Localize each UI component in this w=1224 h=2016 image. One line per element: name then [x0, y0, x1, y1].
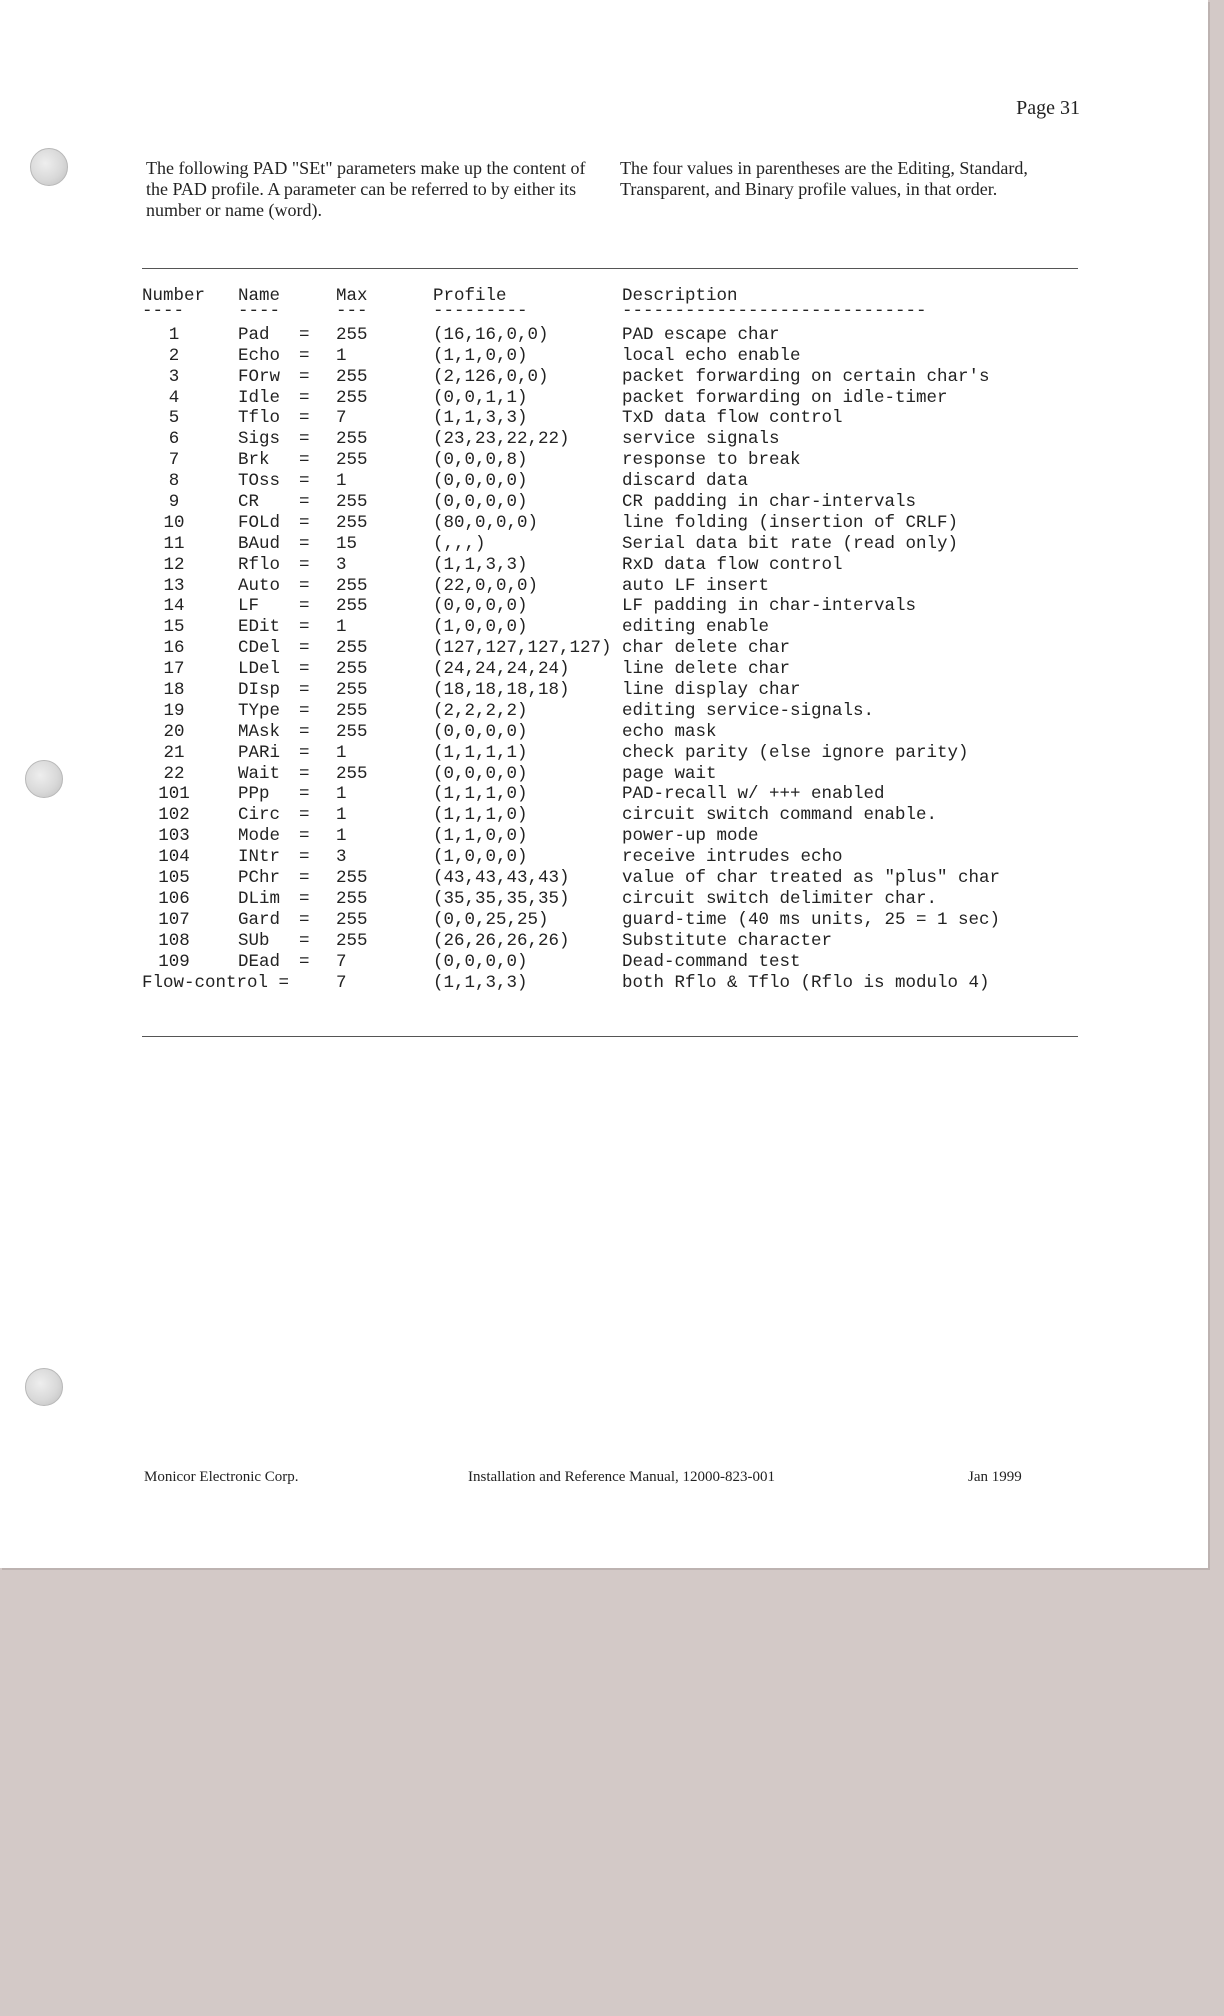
- param-number: 7: [168, 450, 180, 471]
- param-description: local echo enable: [622, 345, 801, 366]
- param-name: Rflo: [238, 554, 281, 575]
- equals-sign: =: [299, 659, 310, 680]
- param-description: char delete char: [622, 638, 791, 659]
- table-row: [142, 408, 1082, 429]
- param-max: 255: [336, 324, 368, 345]
- table-row: [142, 534, 1082, 555]
- table-body: [142, 325, 1082, 973]
- param-description: discard data: [622, 471, 749, 492]
- param-profile: (1,1,1,1): [433, 742, 528, 763]
- header-name: Name: [238, 286, 281, 306]
- equals-sign: =: [299, 930, 310, 951]
- param-name: Circ: [238, 805, 281, 826]
- table-header-underline: [142, 300, 1082, 325]
- dash-profile: ---------: [433, 300, 528, 321]
- dash-name: ----: [238, 300, 281, 321]
- param-name: CR: [238, 492, 260, 513]
- equals-sign: =: [299, 408, 310, 429]
- param-name: EDit: [238, 617, 281, 638]
- table-row: [142, 617, 1082, 638]
- param-max: 1: [336, 345, 347, 366]
- dash-max: ---: [336, 300, 368, 321]
- param-description: packet forwarding on certain char's: [622, 366, 990, 387]
- table-row: [142, 638, 1082, 659]
- param-profile: (1,0,0,0): [433, 847, 528, 868]
- equals-sign: =: [299, 951, 310, 972]
- table-row: [142, 847, 1082, 868]
- param-number: 12: [163, 554, 185, 575]
- param-max: 255: [336, 763, 368, 784]
- param-max: 255: [336, 909, 368, 930]
- table-row: [142, 576, 1082, 597]
- param-name: Mode: [238, 826, 281, 847]
- param-number: 3: [168, 366, 180, 387]
- equals-sign: =: [299, 805, 310, 826]
- param-max: 255: [336, 387, 368, 408]
- param-number: 1: [168, 324, 180, 345]
- param-name: LDel: [238, 659, 281, 680]
- param-profile: (80,0,0,0): [433, 512, 539, 533]
- param-number: 20: [163, 721, 185, 742]
- table-row: [142, 764, 1082, 785]
- table-row: [142, 346, 1082, 367]
- param-profile: (0,0,0,8): [433, 450, 528, 471]
- param-profile: (2,2,2,2): [433, 700, 528, 721]
- param-profile: (0,0,0,0): [433, 763, 528, 784]
- param-description: LF padding in char-intervals: [622, 596, 917, 617]
- equals-sign: =: [299, 450, 310, 471]
- param-profile: (35,35,35,35): [433, 888, 570, 909]
- equals-sign: =: [299, 784, 310, 805]
- param-profile: (1,1,3,3): [433, 554, 528, 575]
- param-number: 11: [163, 533, 185, 554]
- param-number: 106: [158, 888, 190, 909]
- param-number: 19: [163, 700, 185, 721]
- param-number: 108: [158, 930, 190, 951]
- param-number: 18: [163, 680, 185, 701]
- param-number: 107: [158, 909, 190, 930]
- param-max: 7: [336, 408, 347, 429]
- param-max: 1: [336, 826, 347, 847]
- param-name: DEad: [238, 951, 281, 972]
- param-max: 255: [336, 512, 368, 533]
- equals-sign: =: [299, 700, 310, 721]
- param-name: FOrw: [238, 366, 281, 387]
- param-max: 255: [336, 659, 368, 680]
- param-name: Auto: [238, 575, 281, 596]
- table-row: [142, 659, 1082, 680]
- param-max: 1: [336, 742, 347, 763]
- param-name: PARi: [238, 742, 281, 763]
- dash-number: ----: [142, 300, 185, 321]
- param-max: 255: [336, 680, 368, 701]
- table-row: [142, 429, 1082, 450]
- param-max: 1: [336, 471, 347, 492]
- equals-sign: =: [299, 471, 310, 492]
- param-name: Tflo: [238, 408, 281, 429]
- equals-sign: =: [299, 575, 310, 596]
- param-profile: (0,0,25,25): [433, 909, 549, 930]
- param-max: 255: [336, 888, 368, 909]
- table-header-row: [142, 286, 1082, 307]
- param-max: 3: [336, 847, 347, 868]
- param-name: PChr: [238, 868, 281, 889]
- dash-description: -----------------------------: [622, 300, 927, 321]
- param-profile: (0,0,0,0): [433, 951, 528, 972]
- param-profile: (18,18,18,18): [433, 680, 570, 701]
- param-profile: (1,1,1,0): [433, 784, 528, 805]
- table-row: [142, 868, 1082, 889]
- param-number: 13: [163, 575, 185, 596]
- param-max: 255: [336, 450, 368, 471]
- param-description: response to break: [622, 450, 801, 471]
- param-description: PAD escape char: [622, 324, 780, 345]
- param-profile: (1,1,3,3): [433, 408, 528, 429]
- param-max: 15: [336, 533, 358, 554]
- flow-control-label: Flow-control =: [142, 972, 290, 993]
- equals-sign: =: [299, 429, 310, 450]
- param-name: Brk: [238, 450, 270, 471]
- table-row: [142, 680, 1082, 701]
- param-number: 103: [158, 826, 190, 847]
- param-number: 5: [168, 408, 180, 429]
- table-row: [142, 722, 1082, 743]
- param-number: 15: [163, 617, 185, 638]
- table-row: [142, 471, 1082, 492]
- flow-control-row: [142, 973, 1082, 994]
- param-description: echo mask: [622, 721, 717, 742]
- param-description: RxD data flow control: [622, 554, 843, 575]
- equals-sign: =: [299, 742, 310, 763]
- param-number: 6: [168, 429, 180, 450]
- equals-sign: =: [299, 533, 310, 554]
- param-description: Serial data bit rate (read only): [622, 533, 959, 554]
- equals-sign: =: [299, 888, 310, 909]
- param-number: 2: [168, 345, 180, 366]
- param-name: INtr: [238, 847, 281, 868]
- binder-hole-icon: [25, 1368, 63, 1406]
- param-description: editing service-signals.: [622, 700, 875, 721]
- param-profile: (0,0,0,0): [433, 721, 528, 742]
- param-max: 255: [336, 575, 368, 596]
- param-description: PAD-recall w/ +++ enabled: [622, 784, 885, 805]
- param-number: 16: [163, 638, 185, 659]
- param-profile: (0,0,1,1): [433, 387, 528, 408]
- equals-sign: =: [299, 826, 310, 847]
- param-profile: (127,127,127,127): [433, 638, 612, 659]
- param-description: Substitute character: [622, 930, 833, 951]
- param-max: 1: [336, 784, 347, 805]
- param-description: circuit switch delimiter char.: [622, 888, 938, 909]
- param-number: 8: [168, 471, 180, 492]
- header-number: Number: [142, 286, 206, 306]
- param-profile: (,,,): [433, 533, 486, 554]
- param-max: 3: [336, 554, 347, 575]
- table-row: [142, 701, 1082, 722]
- param-profile: (0,0,0,0): [433, 492, 528, 513]
- param-name: Echo: [238, 345, 281, 366]
- equals-sign: =: [299, 638, 310, 659]
- param-name: BAud: [238, 533, 281, 554]
- flow-control-profile: (1,1,3,3): [433, 972, 528, 993]
- equals-sign: =: [299, 345, 310, 366]
- param-number: 17: [163, 659, 185, 680]
- param-max: 255: [336, 596, 368, 617]
- param-max: 1: [336, 617, 347, 638]
- param-profile: (24,24,24,24): [433, 659, 570, 680]
- param-name: Sigs: [238, 429, 281, 450]
- param-number: 102: [158, 805, 190, 826]
- param-description: line display char: [622, 680, 801, 701]
- header-profile: Profile: [433, 286, 507, 306]
- param-number: 105: [158, 868, 190, 889]
- param-description: editing enable: [622, 617, 770, 638]
- table-row: [142, 910, 1082, 931]
- footer-manual-title: Installation and Reference Manual, 12000-823-001: [468, 1469, 775, 1485]
- param-profile: (1,1,1,0): [433, 805, 528, 826]
- param-number: 14: [163, 596, 185, 617]
- equals-sign: =: [299, 366, 310, 387]
- param-max: 255: [336, 700, 368, 721]
- param-number: 22: [163, 763, 185, 784]
- param-max: 7: [336, 951, 347, 972]
- param-max: 255: [336, 638, 368, 659]
- table-row: [142, 826, 1082, 847]
- param-profile: (2,126,0,0): [433, 366, 549, 387]
- footer-company: Monicor Electronic Corp.: [144, 1469, 299, 1485]
- intro-paragraph-left: The following PAD "SEt" parameters make up the content of the PAD profile. A parameter can be referred to by either its number or name (word).: [146, 158, 586, 220]
- param-description: page wait: [622, 763, 717, 784]
- footer-date: Jan 1999: [968, 1469, 1022, 1485]
- param-max: 255: [336, 868, 368, 889]
- param-number: 9: [168, 492, 180, 513]
- table-row: [142, 513, 1082, 534]
- param-description: TxD data flow control: [622, 408, 843, 429]
- param-number: 101: [158, 784, 190, 805]
- equals-sign: =: [299, 868, 310, 889]
- bottom-divider: [142, 1036, 1078, 1037]
- param-profile: (0,0,0,0): [433, 596, 528, 617]
- param-name: CDel: [238, 638, 281, 659]
- intro-paragraph-right: The four values in parentheses are the Editing, Standard, Transparent, and Binary profile values, in that order.: [620, 158, 1028, 199]
- param-description: circuit switch command enable.: [622, 805, 938, 826]
- table-row: [142, 743, 1082, 764]
- equals-sign: =: [299, 680, 310, 701]
- binder-hole-icon: [30, 148, 68, 186]
- table-row: [142, 325, 1082, 346]
- param-name: TYpe: [238, 700, 281, 721]
- param-number: 21: [163, 742, 185, 763]
- param-max: 255: [336, 366, 368, 387]
- table-row: [142, 952, 1082, 973]
- equals-sign: =: [299, 596, 310, 617]
- equals-sign: =: [299, 847, 310, 868]
- param-profile: (1,0,0,0): [433, 617, 528, 638]
- param-max: 1: [336, 805, 347, 826]
- param-number: 104: [158, 847, 190, 868]
- header-description: Description: [622, 286, 738, 306]
- equals-sign: =: [299, 909, 310, 930]
- equals-sign: =: [299, 324, 310, 345]
- param-description: Dead-command test: [622, 951, 801, 972]
- table-row: [142, 492, 1082, 513]
- param-name: DIsp: [238, 680, 281, 701]
- equals-sign: =: [299, 721, 310, 742]
- param-max: 255: [336, 721, 368, 742]
- param-profile: (1,1,0,0): [433, 345, 528, 366]
- table-row: [142, 555, 1082, 576]
- table-row: [142, 889, 1082, 910]
- equals-sign: =: [299, 763, 310, 784]
- param-name: FOLd: [238, 512, 281, 533]
- top-divider: [142, 268, 1078, 269]
- param-name: Pad: [238, 324, 270, 345]
- param-name: MAsk: [238, 721, 281, 742]
- table-row: [142, 931, 1082, 952]
- binder-hole-icon: [25, 760, 63, 798]
- param-description: service signals: [622, 429, 780, 450]
- param-description: check parity (else ignore parity): [622, 742, 969, 763]
- param-profile: (22,0,0,0): [433, 575, 539, 596]
- table-row: [142, 805, 1082, 826]
- equals-sign: =: [299, 512, 310, 533]
- param-max: 255: [336, 429, 368, 450]
- param-description: auto LF insert: [622, 575, 770, 596]
- table-row: [142, 784, 1082, 805]
- flow-control-max: 7: [336, 972, 347, 993]
- param-name: TOss: [238, 471, 281, 492]
- param-description: line folding (insertion of CRLF): [622, 512, 959, 533]
- param-description: guard-time (40 ms units, 25 = 1 sec): [622, 909, 1001, 930]
- equals-sign: =: [299, 492, 310, 513]
- param-description: line delete char: [622, 659, 791, 680]
- param-max: 255: [336, 930, 368, 951]
- equals-sign: =: [299, 554, 310, 575]
- page-number: Page 31: [1016, 97, 1080, 119]
- param-profile: (1,1,0,0): [433, 826, 528, 847]
- parameter-table: [142, 286, 1082, 993]
- param-description: power-up mode: [622, 826, 759, 847]
- param-name: DLim: [238, 888, 281, 909]
- param-number: 10: [163, 512, 185, 533]
- table-row: [142, 388, 1082, 409]
- param-number: 109: [158, 951, 190, 972]
- table-row: [142, 596, 1082, 617]
- header-max: Max: [336, 286, 368, 306]
- param-number: 4: [168, 387, 180, 408]
- equals-sign: =: [299, 387, 310, 408]
- param-profile: (23,23,22,22): [433, 429, 570, 450]
- param-description: value of char treated as "plus" char: [622, 868, 1001, 889]
- table-row: [142, 367, 1082, 388]
- param-description: receive intrudes echo: [622, 847, 843, 868]
- param-name: PPp: [238, 784, 270, 805]
- equals-sign: =: [299, 617, 310, 638]
- param-name: Wait: [238, 763, 281, 784]
- param-description: CR padding in char-intervals: [622, 492, 917, 513]
- table-row: [142, 450, 1082, 471]
- param-name: SUb: [238, 930, 270, 951]
- param-name: Gard: [238, 909, 281, 930]
- param-name: Idle: [238, 387, 281, 408]
- param-description: packet forwarding on idle-timer: [622, 387, 948, 408]
- param-profile: (26,26,26,26): [433, 930, 570, 951]
- param-max: 255: [336, 492, 368, 513]
- flow-control-description: both Rflo & Tflo (Rflo is modulo 4): [622, 972, 990, 993]
- param-profile: (43,43,43,43): [433, 868, 570, 889]
- param-profile: (0,0,0,0): [433, 471, 528, 492]
- param-name: LF: [238, 596, 260, 617]
- param-profile: (16,16,0,0): [433, 324, 549, 345]
